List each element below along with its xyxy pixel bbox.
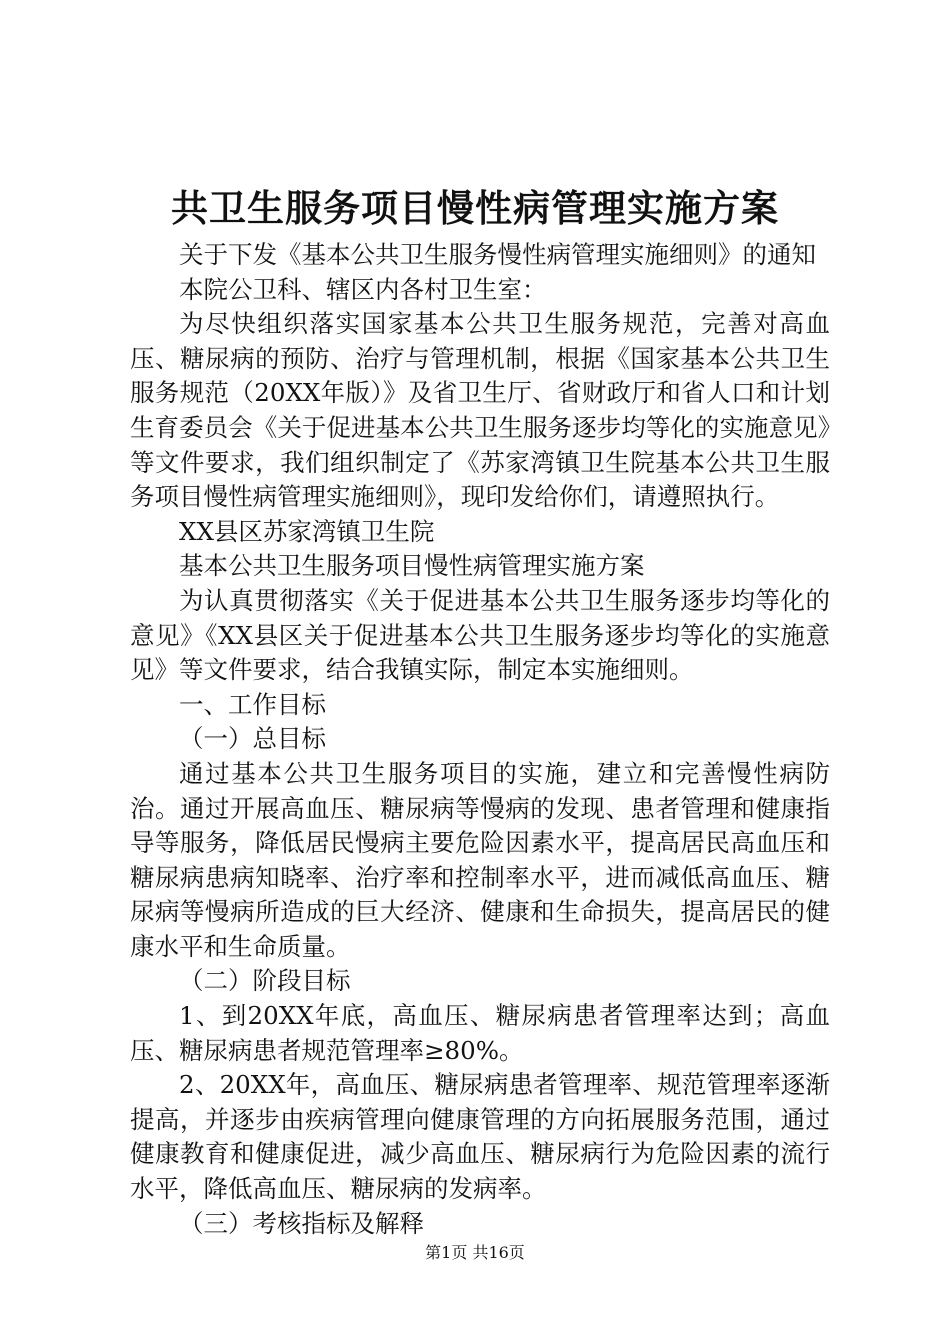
notice-heading: 关于下发《基本公共卫生服务慢性病管理实施细则》的通知 <box>179 240 816 269</box>
plan-subtitle: 基本公共卫生服务项目慢性病管理实施方案 <box>179 551 645 581</box>
paragraph-overall-goal: 通过基本公共卫生服务项目的实施，建立和完善慢性病防治。通过开展高血压、糖尿病等慢病的发现、患者管理和健康指导等服务，降低居民慢病主要危险因素水平，提高居民高血压和糖尿病患病知晓率、治疗率和控制率水平，进而减低高血压、糖尿病等慢病所造成的巨大经济、健康和生命损失，提高居民的健康水平和生命质量。 <box>130 758 830 961</box>
section-heading-goals: 一、工作目标 <box>179 689 326 719</box>
document-body <box>130 238 830 1241</box>
subsection-heading-assessment: （三）考核指标及解释 <box>179 1208 424 1238</box>
subsection-heading-overall: （一）总目标 <box>179 724 326 754</box>
page-number-footer: 第1页 共16页 <box>425 1243 525 1262</box>
paragraph-purpose: 为认真贯彻落实《关于促进基本公共卫生服务逐步均等化的意见》《XX县区关于促进基本公共卫生服务逐步均等化的实施意见》等文件要求，结合我镇实际，制定本实施细则。 <box>130 585 830 685</box>
paragraph-stage-goal-1: 1、到20XX年底，高血压、糖尿病患者管理率达到；高血压、糖尿病患者规范管理率≥80%。 <box>130 1001 830 1065</box>
addressee: 本院公卫科、辖区内各村卫生室： <box>179 274 547 304</box>
paragraph-stage-goal-2: 2、20XX年，高血压、糖尿病患者管理率、规范管理率逐渐提高，并逐步由疾病管理向健康管理的方向拓展服务范围，通过健康教育和健康促进，减少高血压、糖尿病行为危险因素的流行水平，降低高血压、糖尿病的发病率。 <box>130 1070 830 1204</box>
issuer-name: XX县区苏家湾镇卫生院 <box>179 516 435 546</box>
document-title: 共卫生服务项目慢性病管理实施方案 <box>171 186 779 230</box>
paragraph-intro: 为尽快组织落实国家基本公共卫生服务规范，完善对高血压、糖尿病的预防、治疗与管理机制，根据《国家基本公共卫生服务规范（20XX年版）》及省卫生厅、省财政厅和省人口和计划生育委员会《关于促进基本公共卫生服务逐步均等化的实施意见》等文件要求，我们组织制定了《苏家湾镇卫生院基本公共卫生服务项目慢性病管理实施细则》，现印发给你们，请遵照执行。 <box>130 309 830 512</box>
subsection-heading-stage: （二）阶段目标 <box>179 966 351 996</box>
